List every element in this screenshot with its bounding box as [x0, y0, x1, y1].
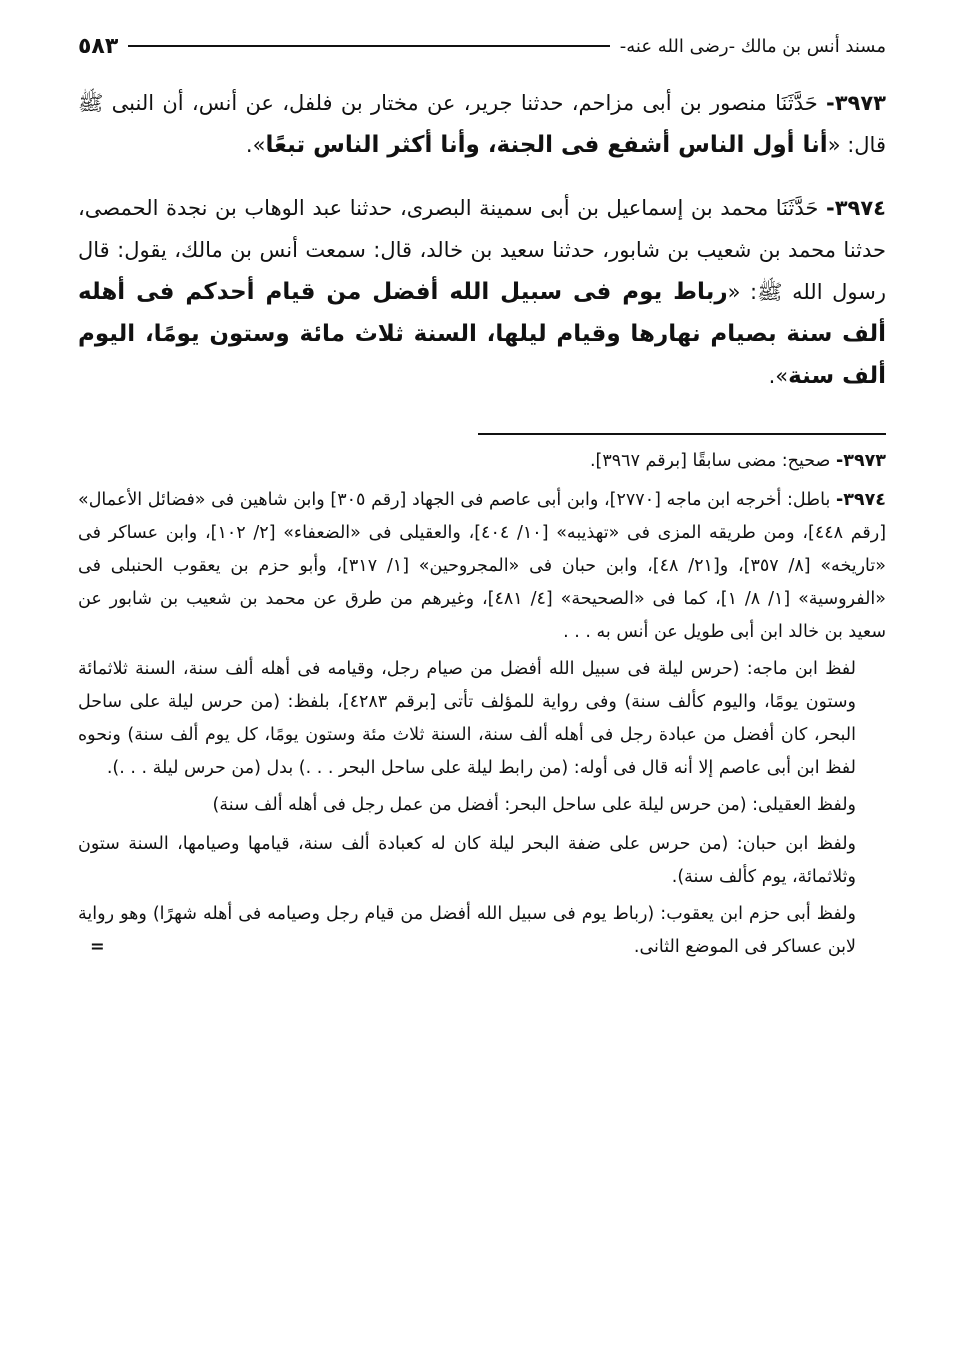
running-title: مسند أنس بن مالك -رضى الله عنه- — [619, 35, 886, 57]
hadith-3973 — [78, 82, 886, 166]
page-header — [78, 28, 886, 64]
footnote-text: صحيح: مضى سابقًا [برقم ٣٩٦٧]. — [589, 451, 831, 471]
footnotes — [78, 445, 886, 964]
footnote-ibn-hibban-wording: ولفظ ابن حبان: (من حرس على ضفة البحر ليلة كان له كعبادة ألف سنة، قيامها وصيامها، السنة ستون وثلاثمائة، يوم كألف سنة). — [78, 834, 856, 887]
footnote-3973 — [78, 445, 886, 478]
footnote-uqayli-wording: ولفظ العقيلى: (من حرس ليلة على ساحل البحر: أفضل من عمل رجل فى أهله ألف سنة) — [212, 795, 856, 815]
footnote-ibn-majah-wording: لفظ ابن ماجه: (حرس ليلة فى سبيل الله أفضل من صيام رجل، وقيامه فى أهله ألف سنة، السنة ثلاثمائة وستون يومًا، واليوم كألف سنة) وفى رواية للمؤلف تأتى [برقم ٤٢٨٣]، بلفظ: (من حرس ليلة على ساحل البحر، كان أفضل من عبادة رجل فى أهله ألف سنة، السنة ثلاث مئة وستون يومًا، كل يوم ألف سنة) ونحوه لفظ ابن أبى عاصم إلا أنه قال فى أوله: (من رابط ليلة على ساحل البحر . . .) بدل (من حرس ليلة . . .). — [78, 659, 856, 778]
continuation-mark: = — [90, 937, 105, 957]
hadith-quote: رباط يوم فى سبيل الله أفضل من قيام أحدكم فى أهله ألف سنة بصيام نهارها وقيام ليلها، السنة ثلاث مائة وستون يومًا، اليوم ألف سنة — [78, 279, 886, 389]
page-number: ٥٨٣ — [78, 33, 119, 59]
footnote-abu-hazm-wording — [78, 898, 886, 964]
hadith-ending: ». — [245, 133, 266, 157]
hadith-number: ٣٩٧٣- — [825, 91, 886, 115]
header-rule — [128, 45, 609, 47]
hadith-3974 — [78, 187, 886, 397]
footnote-separator — [478, 433, 886, 435]
footnote-3974 — [78, 484, 886, 649]
footnote-number: ٣٩٧٤- — [835, 490, 886, 510]
hadith-narration: حَدَّثَنَا محمد بن إسماعيل بن أبى سمينة البصرى، حدثنا عبد الوهاب بن نجدة الحمصى، حدثنا محمد بن شعيب بن شابور، حدثنا سعيد بن خالد، قال: سمعت أنس بن مالك، يقول: قال رسول الله ﷺ: « — [78, 196, 887, 304]
hadith-narration: حَدَّثَنَا منصور بن أبى مزاحم، حدثنا جرير، عن مختار بن فلفل، عن أنس، أن النبى ﷺ قال: « — [78, 91, 886, 157]
footnote-number: ٣٩٧٣- — [836, 451, 886, 471]
hadith-quote: أنا أول الناس أشفع فى الجنة، وأنا أكثر الناس تبعًا — [265, 132, 828, 158]
book-page — [78, 28, 886, 964]
footnote-text: باطل: أخرجه ابن ماجه [٢٧٧٠]، وابن أبى عاصم فى الجهاد [رقم ٣٠٥] وابن شاهين فى «فضائل الأعمال» [رقم ٤٤٨]، ومن طريقه المزى فى «تهذيبه» [١٠/ ٤٠٤]، والعقيلى فى «الضعفاء» [٢/ ١٠٢]، وابن عساكر فى «تاريخه» [٨/ ٣٥٧]، و[٢١/ ٤٨]، وابن حبان فى «المجروحين» [١/ ٣١٧]، وأبو حزم بن يعقوب الحنبلى فى «الفروسية» [١/ ٨/ ١]، كما فى «الصحيحة» [٤/ ٤٨١]، وغيرهم من طرق عن محمد بن شعيب بن شابور عن سعيد بن خالد ابن أبى طويل عن أنس به . . . — [78, 490, 887, 642]
hadith-number: ٣٩٧٤- — [826, 196, 886, 220]
footnote-text: ولفظ أبى حزم ابن يعقوب: (رباط يوم فى سبيل الله أفضل من قيام رجل وصيامه فى أهله شهرًا) وهو رواية لابن عساكر فى الموضع الثانى. — [78, 904, 856, 957]
hadith-ending: ». — [768, 364, 789, 388]
